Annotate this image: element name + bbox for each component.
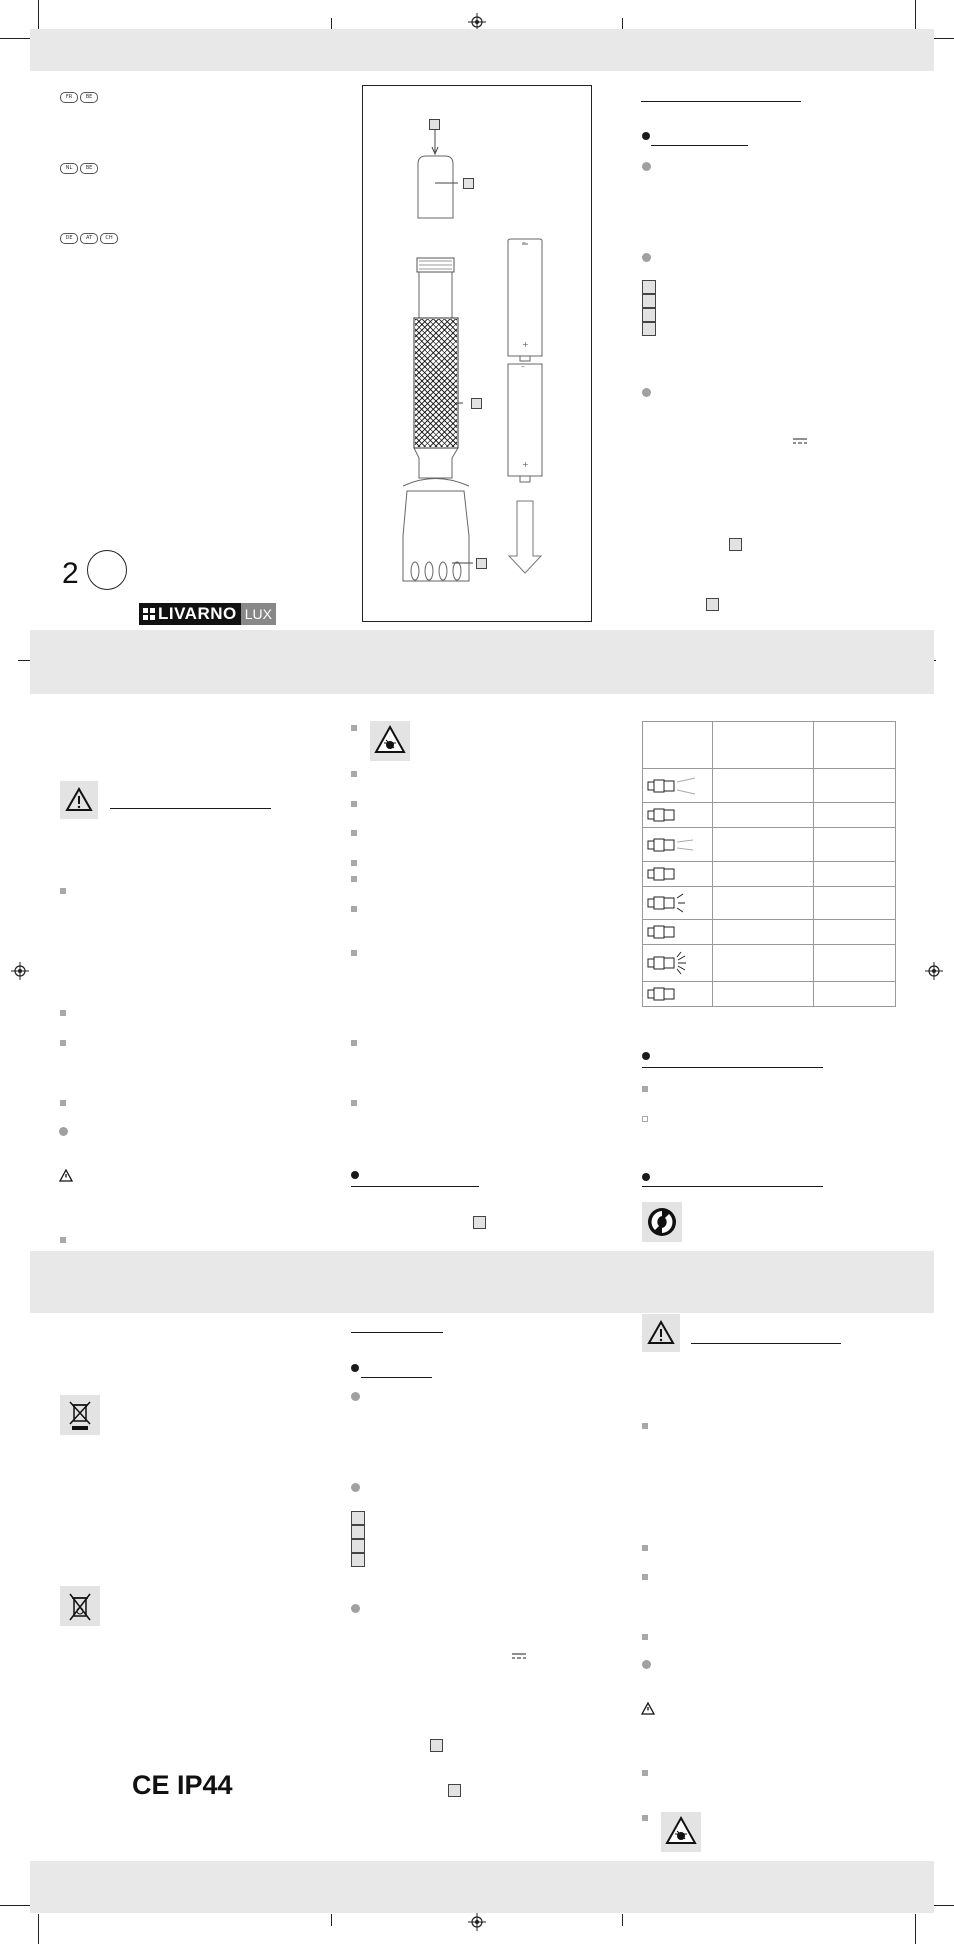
flashlight-off-icon [643, 806, 697, 824]
heading-underline [642, 1186, 823, 1187]
list-bullet [351, 771, 357, 777]
battery-minus-bottom: – [521, 362, 525, 371]
weee-icon-box [60, 1395, 100, 1435]
part-number-box [642, 280, 656, 294]
heading-underline [361, 1377, 432, 1378]
header-band [30, 29, 934, 71]
laser-warning-icon-box [661, 1812, 701, 1852]
list-bullet [351, 860, 357, 866]
flashlight-sos-icon [643, 951, 697, 975]
part-number-box [642, 322, 656, 336]
dc-symbol [793, 437, 807, 445]
part-number-box [351, 1511, 365, 1525]
brand-logo-suffix: LUX [244, 606, 272, 622]
part-number-box [642, 294, 656, 308]
footer-band [30, 1861, 934, 1913]
table-header-row [643, 722, 896, 769]
list-bullet [642, 1423, 648, 1429]
heading-underline [642, 1067, 823, 1068]
table-row [643, 828, 896, 862]
list-bullet [351, 801, 357, 807]
list-bullet [642, 1634, 648, 1640]
list-bullet [60, 1100, 66, 1106]
table-row [643, 803, 896, 828]
list-bullet [351, 1100, 357, 1106]
registration-mark-bottom [468, 1913, 486, 1931]
reference-box [729, 538, 742, 551]
heading-underline [651, 145, 748, 146]
page-number: 2 [62, 557, 79, 590]
laser-warning-icon [370, 721, 410, 761]
section-bullet [351, 1171, 359, 1179]
callout-box [463, 178, 474, 189]
list-bullet [351, 1604, 360, 1613]
reference-box [448, 1784, 461, 1797]
part-number-box [351, 1539, 365, 1553]
language-pill: FR [60, 92, 78, 103]
battery-polarity-bottom: + [522, 460, 529, 469]
language-group-fr-be [60, 83, 100, 103]
logo-mark-icon [143, 608, 155, 620]
table-row [643, 887, 896, 920]
list-bullet [351, 906, 357, 912]
list-bullet [642, 1086, 648, 1092]
flashlight-flash-icon [643, 892, 697, 914]
list-bullet [642, 162, 651, 171]
crossed-bin-icon [60, 1395, 100, 1435]
list-bullet [351, 830, 357, 836]
language-pill: AT [80, 233, 98, 244]
warning-icon-box [642, 1314, 680, 1352]
warning-icon-box [60, 781, 98, 819]
laser-warning-icon [661, 1812, 701, 1852]
list-bullet [351, 950, 357, 956]
warning-triangle-icon [642, 1314, 680, 1352]
reference-box [473, 1216, 486, 1229]
battery-polarity-top: + [522, 340, 529, 349]
language-pill: CH [100, 233, 118, 244]
registration-mark-left [11, 962, 29, 980]
table-row [643, 920, 896, 945]
part-number-box [351, 1525, 365, 1539]
language-pill: BE [80, 163, 98, 174]
flashlight-beam-icon [643, 776, 697, 796]
brand-logo-text: LIVARNO [158, 604, 237, 623]
reference-box [706, 598, 719, 611]
table-row [643, 945, 896, 982]
laser-warning-icon-box [370, 721, 410, 761]
list-bullet [642, 1770, 648, 1776]
list-bullet [59, 1127, 68, 1136]
section-bullet [642, 1173, 650, 1181]
callout-box [471, 398, 482, 409]
crossed-bin-battery-icon [60, 1586, 100, 1626]
certification-marks: CE IP44 [132, 1770, 233, 1800]
small-warning-icon [641, 1702, 655, 1715]
green-dot-recycling-icon [642, 1202, 682, 1242]
brand-logo [139, 603, 276, 625]
table-row [643, 769, 896, 803]
list-bullet [642, 1660, 651, 1669]
language-group-nl-be [60, 154, 100, 174]
heading-underline [110, 808, 271, 809]
reference-box [430, 1739, 443, 1752]
list-bullet [642, 1574, 648, 1580]
list-bullet [351, 1392, 360, 1401]
language-group-de-at-ch [60, 224, 120, 244]
list-bullet [60, 888, 66, 894]
callout-box [476, 558, 487, 569]
section-bullet [351, 1364, 359, 1372]
list-bullet [351, 725, 357, 731]
section-bullet [642, 1052, 650, 1060]
small-warning-icon [59, 1169, 73, 1182]
battery-disposal-icon-box [60, 1586, 100, 1626]
list-bullet [642, 388, 651, 397]
list-bullet [351, 1040, 357, 1046]
list-bullet [642, 253, 651, 262]
language-pill: DE [60, 233, 78, 244]
list-bullet-hollow [642, 1116, 648, 1122]
list-bullet [60, 1040, 66, 1046]
lighting-modes-table [642, 721, 896, 1007]
heading-underline [641, 101, 801, 102]
flashlight-off-icon [643, 923, 697, 941]
part-number-box [642, 308, 656, 322]
heading-underline [351, 1332, 443, 1333]
battery-minus-top: – [522, 238, 526, 247]
list-bullet [60, 1237, 66, 1243]
section-band-2 [30, 1251, 934, 1313]
dc-symbol [512, 1652, 526, 1660]
heading-underline [351, 1186, 479, 1187]
warning-triangle-icon [60, 781, 98, 819]
recycling-icon-box [642, 1202, 682, 1242]
part-number-box [351, 1553, 365, 1567]
section-bullet [642, 132, 650, 140]
flashlight-off-icon [643, 865, 697, 883]
knurled-grip [415, 319, 457, 447]
list-bullet [642, 1545, 648, 1551]
section-band-1 [30, 630, 934, 694]
language-circle [87, 550, 127, 590]
heading-underline [691, 1343, 841, 1344]
language-pill: NL [60, 163, 78, 174]
flashlight-diagram [363, 86, 593, 623]
language-pill: BE [80, 92, 98, 103]
callout-box [429, 119, 440, 130]
list-bullet [351, 1483, 360, 1492]
flashlight-beam-icon [643, 835, 697, 855]
registration-mark-right [925, 962, 943, 980]
product-illustration [362, 85, 592, 622]
list-bullet [642, 1815, 648, 1821]
flashlight-off-icon [643, 985, 697, 1003]
list-bullet [60, 1010, 66, 1016]
table-row [643, 982, 896, 1007]
table-row [643, 862, 896, 887]
list-bullet [351, 876, 357, 882]
